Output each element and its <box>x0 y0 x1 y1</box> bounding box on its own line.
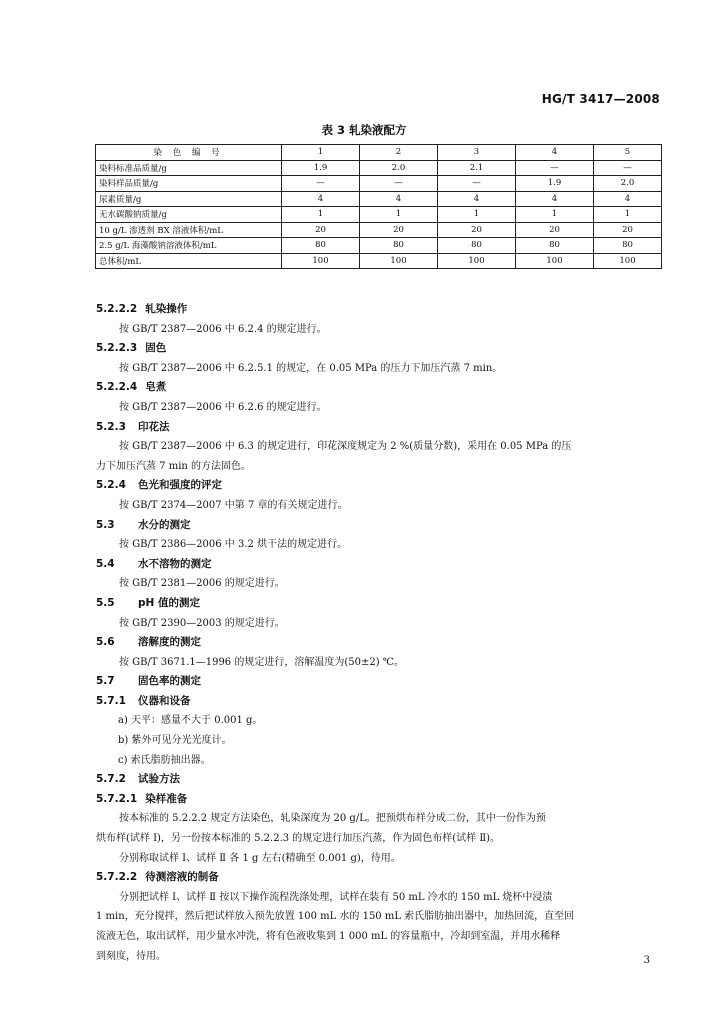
section-number: 5.4 <box>96 557 115 570</box>
paragraph: 按 GB/T 2374—2007 中第 7 章的有关规定进行。 <box>119 499 348 511</box>
section-heading <box>96 555 662 575</box>
table-cell: 1.9 <box>282 160 360 176</box>
table-cell: 4 <box>516 191 594 207</box>
table-column-header: 3 <box>438 145 516 161</box>
row-label: 染料样品质量/g <box>96 176 282 192</box>
list-item: b) 紫外可见分光光度计。 <box>118 735 232 747</box>
section-heading <box>96 339 662 359</box>
section-title: 固色 <box>145 342 167 355</box>
section-title: 待测溶液的制备 <box>145 871 219 884</box>
table-row <box>96 176 662 192</box>
paragraph: 按 GB/T 2381—2006 的规定进行。 <box>119 578 285 590</box>
table-cell: 1 <box>594 207 662 223</box>
row-label: 尿素质量/g <box>96 191 282 207</box>
paragraph: 按本标准的 5.2.2.2 规定方法染色，轧染深度为 20 g/L。把预烘布样分成二份，其中一份作为预 <box>119 813 546 825</box>
table-cell: 1.9 <box>516 176 594 192</box>
table-column-header: 5 <box>594 145 662 161</box>
dye-recipe-table <box>95 144 662 269</box>
table-cell: 4 <box>282 191 360 207</box>
paragraph: 分别称取试样 Ⅰ、试样 Ⅱ 各 1 g 左右(精确至 0.001 g)，待用。 <box>119 852 401 864</box>
table-cell: 4 <box>438 191 516 207</box>
row-label: 2.5 g/L 海藻酸钠溶液体积/mL <box>96 238 282 254</box>
table-cell: 4 <box>594 191 662 207</box>
paragraph: 按 GB/T 2387—2006 中 6.2.5.1 的规定，在 0.05 MPa 的压力下加压汽蒸 7 min。 <box>119 362 503 374</box>
row-label: 无水碳酸钠质量/g <box>96 207 282 223</box>
paragraph: 按 GB/T 2387—2006 中 6.3 的规定进行，印花深度规定为 2 %(质量分数)，采用在 0.05 MPa 的压 <box>119 441 572 453</box>
table-cell: 20 <box>282 222 360 238</box>
paragraph-continuation: 1 min，充分搅拌，然后把试样放入预先放置 100 mL 水的 150 mL 索氏脂肪抽出器中，加热回流，直至回 <box>96 911 575 923</box>
section-number: 5.7.2.2 <box>96 871 138 884</box>
section-title: 染样准备 <box>145 792 188 805</box>
row-label: 总体积/mL <box>96 253 282 269</box>
section-number: 5.6 <box>96 636 115 649</box>
table-cell: 1 <box>282 207 360 223</box>
table-cell: — <box>516 160 594 176</box>
table-header-row <box>96 145 662 161</box>
table-cell: 20 <box>438 222 516 238</box>
section-heading <box>96 594 662 614</box>
table-cell: — <box>282 176 360 192</box>
table-cell: — <box>594 160 662 176</box>
paragraph: 按 GB/T 3671.1—1996 的规定进行，溶解温度为(50±2) ℃。 <box>119 656 404 668</box>
section-number: 5.5 <box>96 596 115 609</box>
section-title: 印花法 <box>138 420 170 433</box>
document-body <box>96 300 662 966</box>
paragraph-continuation: 烘布样(试样 Ⅰ)，另一份按本标准的 5.2.2.3 的规定进行加压汽蒸，作为固色布样(试样 Ⅱ)。 <box>96 833 501 845</box>
paragraph: 按 GB/T 2386—2006 中 3.2 烘干法的规定进行。 <box>119 539 348 551</box>
section-heading <box>96 770 662 790</box>
table-cell: 20 <box>516 222 594 238</box>
table-row <box>96 191 662 207</box>
table-title: 表 3 轧染液配方 <box>321 123 407 137</box>
section-number: 5.2.2.4 <box>96 381 138 394</box>
section-heading <box>96 692 662 712</box>
table-body <box>96 160 662 269</box>
section-title: 仪器和设备 <box>138 694 191 707</box>
table-cell: 4 <box>360 191 438 207</box>
section-heading <box>96 378 662 398</box>
section-number: 5.2.3 <box>96 420 126 433</box>
section-title: 轧染操作 <box>145 303 188 315</box>
section-number: 5.7.2 <box>96 773 126 786</box>
paragraph: 按 GB/T 2387—2006 中 6.2.6 的规定进行。 <box>119 401 327 413</box>
table-cell: 100 <box>438 253 516 269</box>
section-heading <box>96 300 662 320</box>
table-cell: 1 <box>360 207 438 223</box>
section-heading <box>96 790 662 810</box>
section-number: 5.3 <box>96 518 115 531</box>
table-header <box>96 145 662 161</box>
section-number: 5.7.2.1 <box>96 792 138 805</box>
paragraph: 分别把试样 Ⅰ、试样 Ⅱ 按以下操作流程洗涤处理，试样在装有 50 mL 冷水的 150 mL 烧杯中浸渍 <box>119 891 553 903</box>
table-cell: 80 <box>282 238 360 254</box>
section-number: 5.2.2.3 <box>96 342 138 355</box>
paragraph-continuation: 流液无色，取出试样，用少量水冲洗，将有色液收集到 1 000 mL 的容量瓶中，冷却到室温，并用水稀释 <box>96 931 561 942</box>
section-heading <box>96 633 662 653</box>
table-row <box>96 160 662 176</box>
section-heading <box>96 418 662 438</box>
section-number: 5.2.4 <box>96 479 126 492</box>
table-cell: 100 <box>282 253 360 269</box>
table-cell: 2.1 <box>438 160 516 176</box>
table-cell: 80 <box>438 238 516 254</box>
table-column-header: 4 <box>516 145 594 161</box>
table-cell: 100 <box>360 253 438 269</box>
section-heading <box>96 672 662 692</box>
section-title: 皂煮 <box>145 381 167 394</box>
section-title: 色光和强度的评定 <box>138 479 222 492</box>
table-cell: 80 <box>594 238 662 254</box>
table-cell: — <box>438 176 516 192</box>
table-cell: 20 <box>360 222 438 238</box>
paragraph: 按 GB/T 2390—2003 的规定进行。 <box>119 617 285 629</box>
section-number: 5.7 <box>96 675 115 688</box>
table-cell: 80 <box>360 238 438 254</box>
section-title: 固色率的测定 <box>138 675 201 688</box>
section-heading <box>96 476 662 496</box>
section-heading <box>96 516 662 536</box>
row-label: 染料标准品质量/g <box>96 160 282 176</box>
section-number: 5.7.1 <box>96 694 126 707</box>
section-title: 水不溶物的测定 <box>138 557 212 570</box>
table-cell: 1 <box>438 207 516 223</box>
page-number: 3 <box>643 955 650 966</box>
table-row <box>96 238 662 254</box>
section-title: pH 值的测定 <box>138 596 200 609</box>
table-cell: 20 <box>594 222 662 238</box>
table-cell: 1 <box>516 207 594 223</box>
table-cell: 2.0 <box>594 176 662 192</box>
section-title: 试验方法 <box>138 773 180 786</box>
paragraph-continuation: 力下加压汽蒸 7 min 的方法固色。 <box>96 460 252 472</box>
table-column-header: 1 <box>282 145 360 161</box>
section-number: 5.2.2.2 <box>96 303 138 315</box>
paragraph-continuation: 到刻度，待用。 <box>96 950 166 962</box>
list-item: c) 索氏脂肪抽出器。 <box>118 754 211 766</box>
section-title: 水分的测定 <box>138 518 191 531</box>
table-row <box>96 253 662 269</box>
table-cell: — <box>360 176 438 192</box>
standard-code: HG/T 3417—2008 <box>541 92 660 106</box>
table-row <box>96 207 662 223</box>
table-column-header: 2 <box>360 145 438 161</box>
table-cell: 80 <box>516 238 594 254</box>
table-header-label: 染 色 编 号 <box>96 145 282 161</box>
table-row <box>96 222 662 238</box>
list-item: a) 天平：感量不大于 0.001 g。 <box>118 715 263 727</box>
table-cell: 2.0 <box>360 160 438 176</box>
row-label: 10 g/L 渗透剂 BX 溶液体积/mL <box>96 222 282 238</box>
section-title: 溶解度的测定 <box>138 636 201 649</box>
paragraph: 按 GB/T 2387—2006 中 6.2.4 的规定进行。 <box>119 323 327 335</box>
table-cell: 100 <box>594 253 662 269</box>
table-cell: 100 <box>516 253 594 269</box>
section-heading <box>96 868 662 888</box>
